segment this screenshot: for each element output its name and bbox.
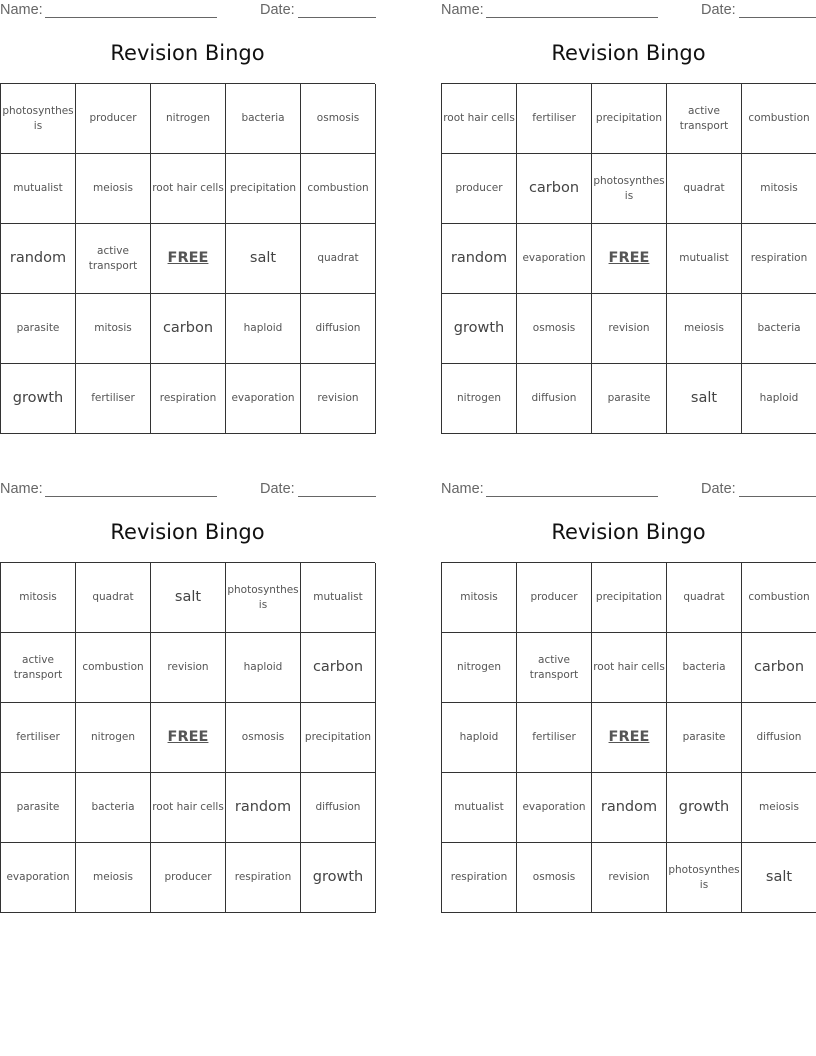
bingo-cell: active transport xyxy=(76,224,151,294)
bingo-cell: bacteria xyxy=(667,633,742,703)
bingo-cell: precipitation xyxy=(592,84,667,154)
bingo-cell: osmosis xyxy=(517,843,592,913)
bingo-cell: precipitation xyxy=(301,703,376,773)
bingo-cell: bacteria xyxy=(226,84,301,154)
bingo-cell: random xyxy=(442,224,517,294)
name-label: Name: xyxy=(441,481,484,497)
bingo-cell: revision xyxy=(301,364,376,434)
bingo-grid xyxy=(0,562,375,913)
bingo-cell: active transport xyxy=(517,633,592,703)
bingo-cell: salt xyxy=(742,843,816,913)
bingo-cell: salt xyxy=(226,224,301,294)
bingo-cell: mutualist xyxy=(667,224,742,294)
bingo-cell: active transport xyxy=(1,633,76,703)
name-label: Name: xyxy=(441,2,484,18)
bingo-cell: mutualist xyxy=(1,154,76,224)
bingo-cell: revision xyxy=(592,843,667,913)
card-title: Revision Bingo xyxy=(551,520,706,544)
bingo-cell: producer xyxy=(76,84,151,154)
date-label: Date: xyxy=(701,481,736,497)
bingo-cell: carbon xyxy=(742,633,816,703)
bingo-cell: producer xyxy=(442,154,517,224)
bingo-cell: active transport xyxy=(667,84,742,154)
bingo-cell: growth xyxy=(442,294,517,364)
bingo-cell: quadrat xyxy=(76,563,151,633)
bingo-cell: mitosis xyxy=(742,154,816,224)
bingo-cell: carbon xyxy=(517,154,592,224)
bingo-cell: salt xyxy=(151,563,226,633)
bingo-cell: haploid xyxy=(226,633,301,703)
bingo-cell: mitosis xyxy=(1,563,76,633)
card-header xyxy=(441,2,816,20)
bingo-cell: diffusion xyxy=(742,703,816,773)
bingo-cell: combustion xyxy=(76,633,151,703)
name-line xyxy=(45,496,217,497)
free-space: FREE xyxy=(592,224,667,294)
bingo-cell: photosynthesis xyxy=(667,843,742,913)
bingo-cell: fertiliser xyxy=(517,84,592,154)
bingo-cell: diffusion xyxy=(301,294,376,364)
bingo-cell: photosynthesis xyxy=(226,563,301,633)
bingo-cell: revision xyxy=(592,294,667,364)
bingo-cell: haploid xyxy=(226,294,301,364)
bingo-cell: producer xyxy=(517,563,592,633)
bingo-cell: producer xyxy=(151,843,226,913)
bingo-cell: combustion xyxy=(742,563,816,633)
bingo-cell: mitosis xyxy=(76,294,151,364)
bingo-card-2 xyxy=(441,0,816,440)
bingo-cell: random xyxy=(226,773,301,843)
bingo-cell: evaporation xyxy=(1,843,76,913)
bingo-grid xyxy=(441,83,816,434)
date-label: Date: xyxy=(260,2,295,18)
bingo-cell: haploid xyxy=(742,364,816,434)
bingo-cell: osmosis xyxy=(517,294,592,364)
date-label: Date: xyxy=(701,2,736,18)
date-line xyxy=(739,496,816,497)
bingo-cell: meiosis xyxy=(667,294,742,364)
bingo-cell: osmosis xyxy=(301,84,376,154)
bingo-cell: quadrat xyxy=(301,224,376,294)
bingo-cell: mitosis xyxy=(442,563,517,633)
bingo-cell: respiration xyxy=(151,364,226,434)
name-line xyxy=(486,496,658,497)
bingo-cell: evaporation xyxy=(517,224,592,294)
bingo-cell: root hair cells xyxy=(442,84,517,154)
bingo-cell: fertiliser xyxy=(1,703,76,773)
bingo-cell: meiosis xyxy=(742,773,816,843)
bingo-cell: mutualist xyxy=(301,563,376,633)
bingo-cell: root hair cells xyxy=(151,154,226,224)
bingo-cell: diffusion xyxy=(517,364,592,434)
bingo-cell: osmosis xyxy=(226,703,301,773)
name-label: Name: xyxy=(0,2,43,18)
card-header xyxy=(0,2,375,20)
bingo-card-3 xyxy=(0,479,375,919)
bingo-cell: parasite xyxy=(1,294,76,364)
bingo-cell: bacteria xyxy=(742,294,816,364)
bingo-cell: quadrat xyxy=(667,563,742,633)
bingo-cell: precipitation xyxy=(226,154,301,224)
bingo-cell: respiration xyxy=(742,224,816,294)
date-line xyxy=(739,17,816,18)
bingo-cell: revision xyxy=(151,633,226,703)
bingo-cell: parasite xyxy=(592,364,667,434)
card-title: Revision Bingo xyxy=(110,41,265,65)
card-header xyxy=(441,481,816,499)
free-space: FREE xyxy=(151,703,226,773)
bingo-cell: evaporation xyxy=(517,773,592,843)
card-title: Revision Bingo xyxy=(551,41,706,65)
bingo-cell: meiosis xyxy=(76,154,151,224)
bingo-cell: mutualist xyxy=(442,773,517,843)
bingo-cell: bacteria xyxy=(76,773,151,843)
bingo-cell: quadrat xyxy=(667,154,742,224)
bingo-card-1 xyxy=(0,0,375,440)
bingo-grid xyxy=(0,83,375,434)
bingo-grid xyxy=(441,562,816,913)
bingo-cell: nitrogen xyxy=(151,84,226,154)
bingo-cell: nitrogen xyxy=(76,703,151,773)
free-space: FREE xyxy=(592,703,667,773)
bingo-cell: combustion xyxy=(742,84,816,154)
bingo-cell: parasite xyxy=(1,773,76,843)
bingo-cell: random xyxy=(592,773,667,843)
bingo-cell: haploid xyxy=(442,703,517,773)
card-header xyxy=(0,481,375,499)
name-label: Name: xyxy=(0,481,43,497)
bingo-cell: combustion xyxy=(301,154,376,224)
date-line xyxy=(298,17,376,18)
bingo-cell: growth xyxy=(301,843,376,913)
bingo-cell: respiration xyxy=(226,843,301,913)
bingo-cell: growth xyxy=(1,364,76,434)
bingo-cell: carbon xyxy=(301,633,376,703)
bingo-cell: diffusion xyxy=(301,773,376,843)
bingo-cell: photosynthesis xyxy=(1,84,76,154)
bingo-cell: nitrogen xyxy=(442,364,517,434)
bingo-cell: parasite xyxy=(667,703,742,773)
bingo-cell: precipitation xyxy=(592,563,667,633)
bingo-cell: salt xyxy=(667,364,742,434)
bingo-cell: fertiliser xyxy=(517,703,592,773)
free-space: FREE xyxy=(151,224,226,294)
bingo-cell: root hair cells xyxy=(592,633,667,703)
name-line xyxy=(45,17,217,18)
bingo-cell: respiration xyxy=(442,843,517,913)
bingo-cell: growth xyxy=(667,773,742,843)
card-title: Revision Bingo xyxy=(110,520,265,544)
bingo-cell: root hair cells xyxy=(151,773,226,843)
bingo-card-4 xyxy=(441,479,816,919)
date-label: Date: xyxy=(260,481,295,497)
bingo-cell: nitrogen xyxy=(442,633,517,703)
date-line xyxy=(298,496,376,497)
bingo-cell: fertiliser xyxy=(76,364,151,434)
bingo-cell: meiosis xyxy=(76,843,151,913)
bingo-cell: evaporation xyxy=(226,364,301,434)
bingo-cell: photosynthesis xyxy=(592,154,667,224)
bingo-cell: random xyxy=(1,224,76,294)
bingo-cell: carbon xyxy=(151,294,226,364)
name-line xyxy=(486,17,658,18)
